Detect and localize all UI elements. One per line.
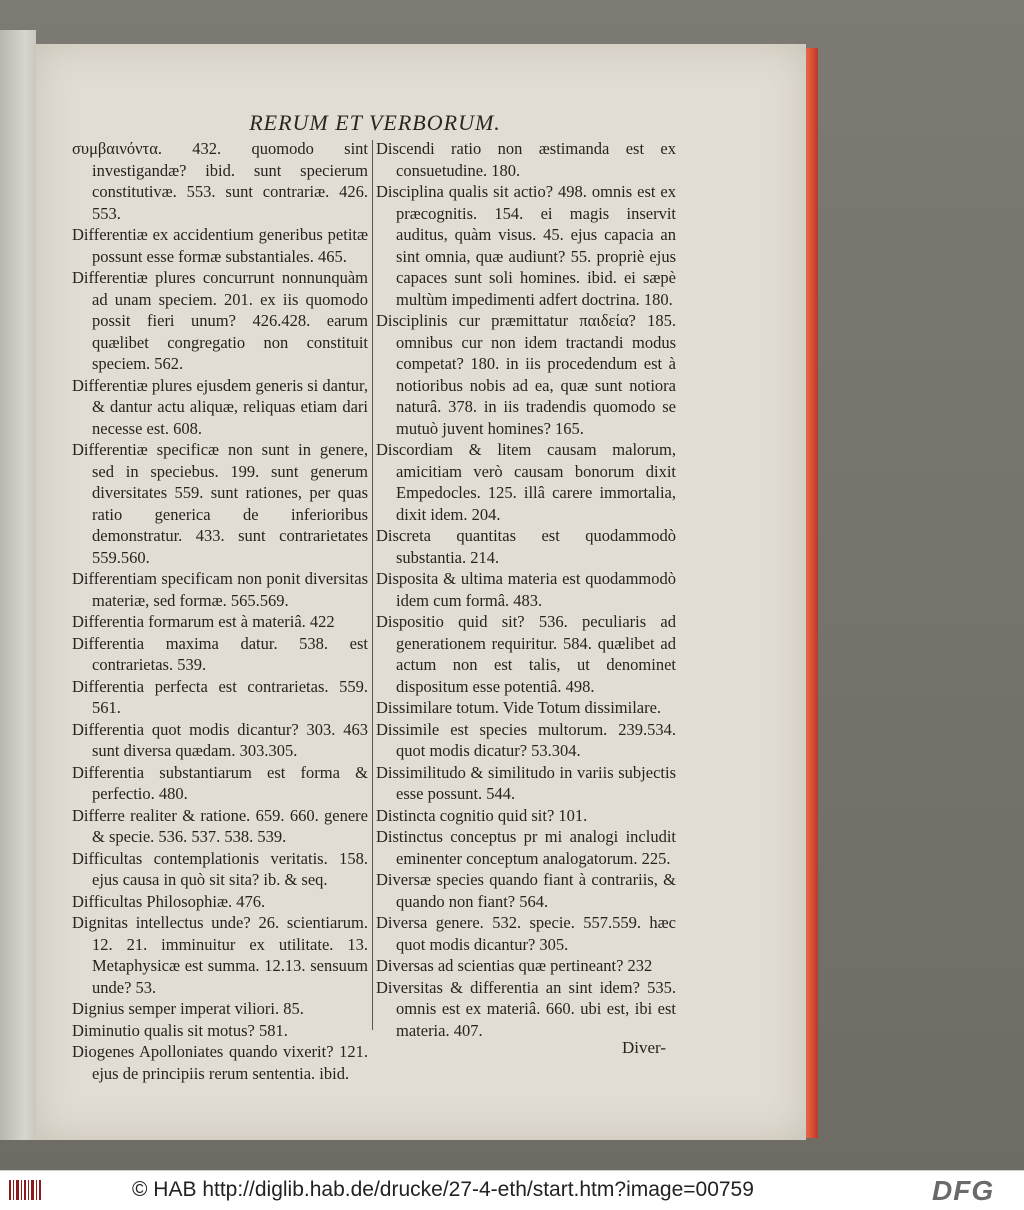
index-entry: Discordiam & litem causam malorum, amicitiam verò causam bonorum dixit Empedocles. 125. illâ carere immortalia, dixit idem. 204. xyxy=(376,440,676,524)
index-entry: Diogenes Apolloniates quando vixerit? 121. ejus de principiis rerum sententia. ibid. xyxy=(72,1042,368,1083)
red-page-edge xyxy=(806,48,818,1138)
index-entry: Discreta quantitas est quodammodò substantia. 214. xyxy=(376,526,676,567)
index-entry: Differentiæ specificæ non sunt in genere, sed in speciebus. 199. sunt generum diversitates 559. sunt rationes, per quas ratio generica de inferioribus demonstratur. 433. sunt contrarietates 559.560. xyxy=(72,440,368,567)
index-entry: Differentiæ plures concurrunt nonnunquàm ad unam speciem. 201. ex iis quomodo possit fieri unum? 426.428. earum quælibet congregatio non constituit speciem. 562. xyxy=(72,268,368,373)
index-entry: Disciplina qualis sit actio? 498. omnis est ex præcognitis. 154. ei magis inservit auditus, quàm visus. 45. ejus capacia an sint omnia, quæ audiunt? 55. propriè ejus capaces sunt soli homines. ibid. ei sæpè multùm impedimenti adfert doctrina. 180. xyxy=(376,182,676,309)
index-entry: Diminutio qualis sit motus? 581. xyxy=(72,1020,288,1040)
index-entry: Differentiæ ex accidentium generibus petitæ possunt esse formæ substantiales. 465. xyxy=(72,225,368,266)
index-entry: Diversa genere. 532. specie. 557.559. hæc quot modis dicantur? 305. xyxy=(376,913,676,954)
right-column xyxy=(376,138,676,1041)
hab-barcode-icon xyxy=(8,1178,42,1202)
index-entry: συμβαινόντα. 432. quomodo sint investigandæ? ibid. sunt specierum constitutivæ. 553. sunt contrariæ. 426. 553. xyxy=(72,139,368,223)
index-entry: Dignius semper imperat viliori. 85. xyxy=(72,999,304,1018)
index-entry: Diversæ species quando fiant à contrariis, & quando non fiant? 564. xyxy=(376,870,676,911)
index-entry: Diversas ad scientias quæ pertineant? 232 xyxy=(376,956,653,975)
index-entry: Dissimilare totum. Vide Totum dissimilare. xyxy=(376,698,662,717)
index-entry: Differentia substantiarum est forma & perfectio. 480. xyxy=(72,762,368,803)
catchword: Diver- xyxy=(622,1038,667,1057)
index-entry: Dispositio quid sit? 536. peculiaris ad generationem requiritur. 584. quælibet ad actum non est talis, ut denominet dispositum esse potentiâ. 498. xyxy=(376,612,676,696)
dfg-logo: DFG xyxy=(932,1175,995,1206)
index-entry: Dignitas intellectus unde? 26. scientiarum. 12. 21. imminuitur ex utilitate. 13. Metaphysicæ est summa. 12.13. sensuum unde? 53. xyxy=(72,913,368,997)
index-entry: Differentiæ plures ejusdem generis si dantur, & dantur actu aliquæ, reliquas etiam dari necesse est. 608. xyxy=(72,375,368,438)
viewer-footer xyxy=(0,1170,1024,1210)
copyright-url[interactable]: © HAB http://diglib.hab.de/drucke/27-4-eth/start.htm?image=00759 xyxy=(132,1178,754,1201)
index-entry: Dissimilitudo & similitudo in variis subjectis esse possunt. 544. xyxy=(376,762,676,803)
running-head: RERUM ET VERBORUM. xyxy=(249,110,501,135)
index-entry: Discendi ratio non æstimanda est ex consuetudine. 180. xyxy=(376,139,676,180)
index-entry: Difficultas contemplationis veritatis. 158. ejus causa in quò sit sita? ib. & seq. xyxy=(72,848,368,889)
index-entry: Differentia quot modis dicantur? 303. 463 sunt diversa quædam. 303.305. xyxy=(72,719,368,760)
index-entry: Disposita & ultima materia est quodammodò idem cum formâ. 483. xyxy=(376,569,676,610)
index-entry: Differentia maxima datur. 538. est contrarietas. 539. xyxy=(72,633,368,674)
index-entry: Dissimile est species multorum. 239.534. quot modis dicatur? 53.304. xyxy=(376,719,676,760)
index-entry: Distinctus conceptus pr mi analogi includit eminenter conceptum analogatorum. 225. xyxy=(376,827,676,868)
index-entry: Differentia formarum est à materiâ. 422 xyxy=(72,612,335,631)
column-divider xyxy=(372,140,373,1030)
previous-page-edge xyxy=(0,30,36,1140)
index-entry: Differentiam specificam non ponit diversitas materiæ, sed formæ. 565.569. xyxy=(72,569,368,610)
index-entry: Diversitas & differentia an sint idem? 535. omnis est ex materiâ. 660. ubi est, ibi est materia. 407. xyxy=(376,977,676,1040)
left-column xyxy=(72,138,368,1084)
index-entry: Difficultas Philosophiæ. 476. xyxy=(72,891,266,911)
index-entry: Disciplinis cur præmittatur παιδεία? 185. omnibus cur non idem tractandi modus competat? 180. in iis procedendum est à notioribus nobis ad ea, quæ sunt notiora naturâ. 378. in iis tradendis quomodo se mutuò juvent homines? 165. xyxy=(376,311,676,438)
index-entry: Distincta cognitio quid sit? 101. xyxy=(376,805,588,825)
index-entry: Differre realiter & ratione. 659. 660. genere & specie. 536. 537. 538. 539. xyxy=(72,805,368,846)
index-entry: Differentia perfecta est contrarietas. 559. 561. xyxy=(72,676,368,717)
